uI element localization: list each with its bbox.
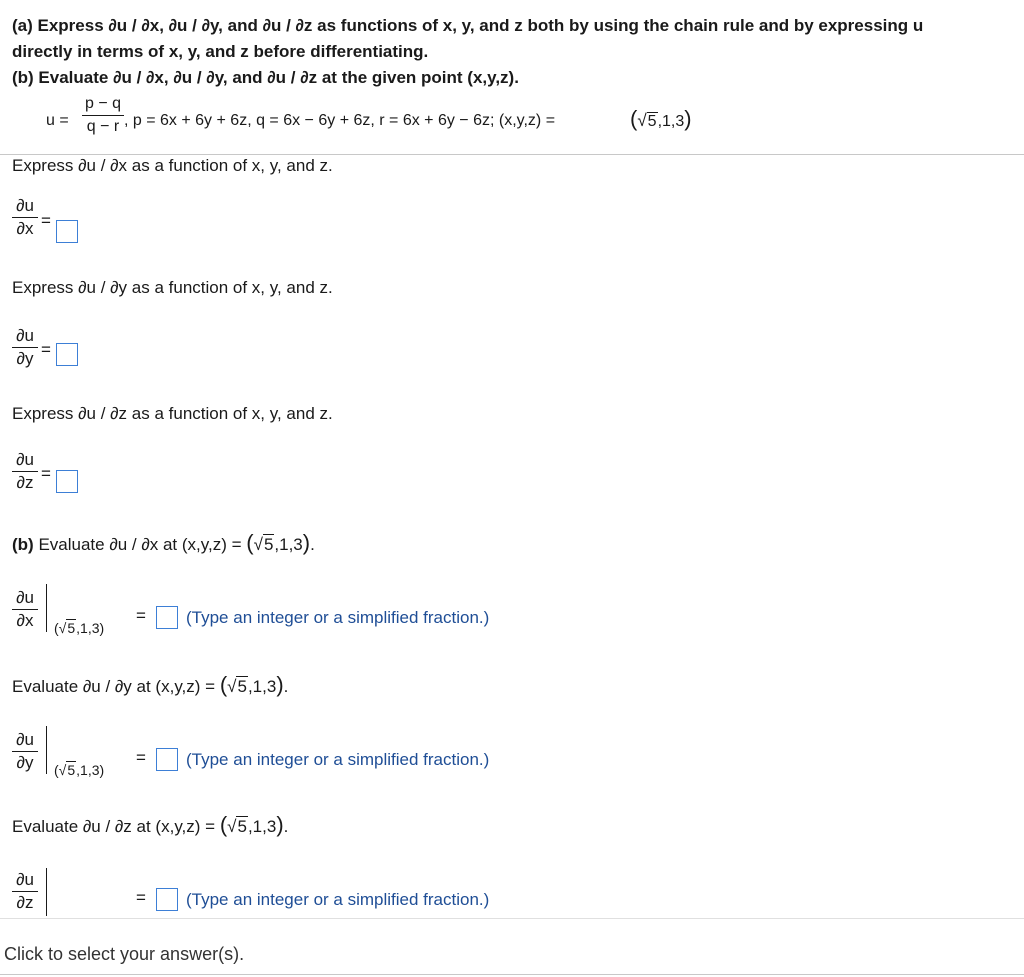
u-fraction: [82, 94, 124, 137]
dudy-fraction: ∂u ∂y: [12, 326, 38, 369]
equals-sign: =: [41, 340, 51, 359]
u-denominator: q − r: [86, 118, 120, 135]
evaluation-bar: [46, 584, 47, 632]
answer-input-dudz[interactable]: [56, 470, 78, 493]
question-eval-dudy: Evaluate ∂u / ∂y at (x,y,z) = (√5,1,3).: [12, 672, 289, 697]
question-dudz-function: Express ∂u / ∂z as a function of x, y, and z.: [12, 404, 333, 423]
answer-input-eval-dudz[interactable]: [156, 888, 178, 911]
equals-sign: =: [136, 748, 146, 767]
question-dudy-function: Express ∂u / ∂y as a function of x, y, and z.: [12, 278, 333, 297]
answer-input-eval-dudx[interactable]: [156, 606, 178, 629]
question-eval-dudz: Evaluate ∂u / ∂z at (x,y,z) = (√5,1,3).: [12, 812, 289, 837]
u-numerator: p − q: [84, 95, 122, 112]
eval-dudz-clip: [0, 864, 1024, 916]
select-answers-prompt: Click to select your answer(s).: [4, 944, 245, 964]
definitions: , p = 6x + 6y + 6z, q = 6x − 6y + 6z, r = 6x + 6y − 6z; (x,y,z) =: [124, 112, 556, 129]
question-eval-dudx: (b) Evaluate ∂u / ∂x at (x,y,z) = (√5,1,3).: [12, 530, 315, 555]
dudx-fraction: ∂u ∂x: [12, 196, 38, 239]
answer-format-hint: (Type an integer or a simplified fraction.): [186, 750, 490, 769]
footer-divider: [0, 918, 1024, 919]
header-divider: [0, 154, 1024, 155]
instructions-line-a2: directly in terms of x, y, and z before differentiating.: [12, 42, 429, 61]
evaluation-point: (√5,1,3): [54, 620, 105, 636]
answer-input-eval-dudy[interactable]: [156, 748, 178, 771]
instructions-line-b: (b) Evaluate ∂u / ∂x, ∂u / ∂y, and ∂u / ∂z at the given point (x,y,z).: [12, 68, 519, 87]
answer-format-hint: (Type an integer or a simplified fraction.): [186, 608, 490, 627]
evaluation-bar: [46, 868, 47, 916]
equals-sign: =: [41, 211, 51, 230]
question-dudx-function: Express ∂u / ∂x as a function of x, y, and z.: [12, 156, 333, 175]
dudx-eval-fraction: ∂u ∂x: [12, 588, 38, 631]
footer-bottom-border: [0, 974, 1024, 975]
dudz-fraction: ∂u ∂z: [12, 450, 38, 493]
dudy-eval-fraction: ∂u ∂y: [12, 730, 38, 773]
instructions-line-a: (a) Express ∂u / ∂x, ∂u / ∂y, and ∂u / ∂z as functions of x, y, and z both by using the chain rule and by expressing u: [12, 16, 924, 35]
answer-input-dudx[interactable]: [56, 220, 78, 243]
dudz-eval-fraction: ∂u ∂z: [12, 870, 38, 913]
given-point: (√5,1,3): [630, 106, 692, 131]
answer-input-dudy[interactable]: [56, 343, 78, 366]
u-label: u =: [46, 112, 69, 129]
answer-format-hint: (Type an integer or a simplified fraction.): [186, 890, 490, 909]
equals-sign: =: [136, 606, 146, 625]
equals-sign: =: [41, 464, 51, 483]
equals-sign: =: [136, 888, 146, 907]
evaluation-point: (√5,1,3): [54, 762, 105, 778]
evaluation-bar: [46, 726, 47, 774]
